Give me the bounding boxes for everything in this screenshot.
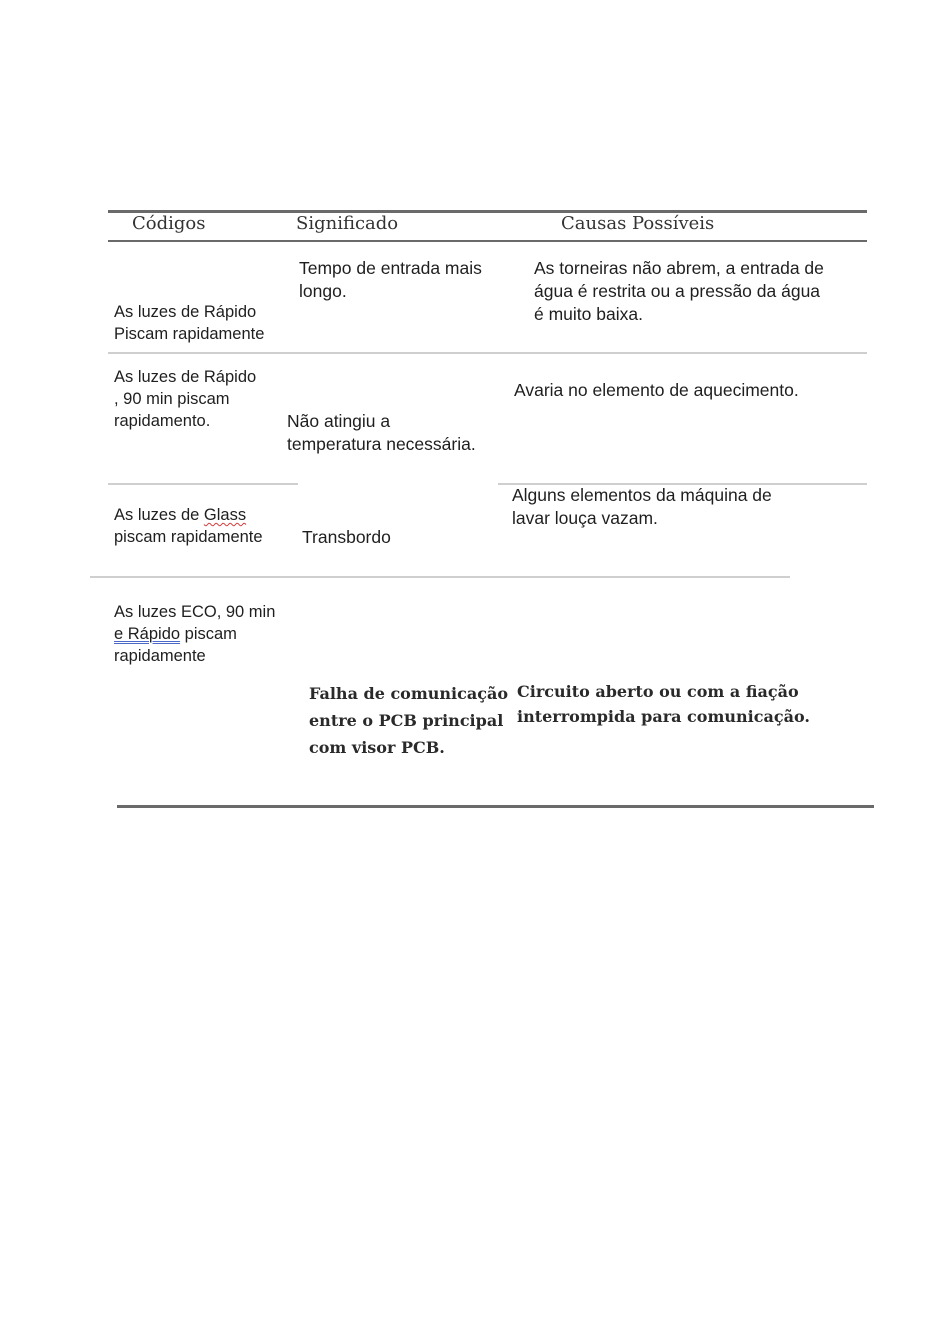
row1-causes-line: é muito baixa.	[534, 304, 643, 324]
row2-code	[114, 366, 256, 432]
row2-meaning-line: temperatura necessária.	[287, 434, 476, 454]
row3-causes-line: lavar louça vazam.	[512, 508, 658, 528]
row2-divider-left	[108, 483, 298, 485]
row1-meaning-line: longo.	[299, 281, 347, 301]
row1-causes	[534, 257, 824, 326]
row2-causes-line: Avaria no elemento de aquecimento.	[514, 380, 799, 400]
row3-code-prefix: As luzes de	[114, 506, 204, 524]
row2-code-line: rapidamento.	[114, 412, 211, 430]
header-bottom-rule	[108, 240, 867, 242]
row4-code-e-rapido: e Rápido	[114, 625, 181, 643]
row3-code-line2: piscam rapidamente	[114, 528, 263, 546]
row4-meaning-line: entre o PCB principal	[309, 711, 504, 730]
row1-meaning-line: Tempo de entrada mais	[299, 258, 482, 278]
header-codes: Códigos	[132, 213, 206, 234]
row2-meaning	[287, 410, 476, 456]
row3-meaning	[302, 526, 391, 549]
row3-code-line1	[114, 504, 263, 526]
header-meaning: Significado	[296, 213, 399, 234]
row4-meaning	[309, 680, 508, 761]
row4-causes-line: Circuito aberto ou com a fiação	[517, 682, 799, 701]
row1-causes-line: As torneiras não abrem, a entrada de	[534, 258, 824, 278]
row3-code-glass: Glass	[203, 506, 247, 524]
row4-meaning-line: Falha de comunicação	[309, 684, 509, 703]
row1-code-line: Piscam rapidamente	[114, 325, 265, 343]
row1-causes-line: água é restrita ou a pressão da água	[534, 281, 821, 301]
row3-causes-line: Alguns elementos da máquina de	[512, 485, 772, 505]
row3-divider	[90, 576, 790, 578]
row4-code-line2	[114, 623, 275, 645]
row3-causes	[512, 484, 772, 530]
row2-meaning-line: Não atingiu a	[287, 411, 391, 431]
row2-causes	[514, 379, 799, 402]
row4-meaning-line: com visor PCB.	[309, 738, 445, 757]
row1-meaning	[299, 257, 482, 303]
row4-code	[114, 601, 275, 667]
header-causes: Causas Possíveis	[561, 213, 715, 234]
row3-meaning-line: Transbordo	[302, 527, 391, 547]
row4-causes	[517, 679, 810, 729]
row4-code-line3: rapidamente	[114, 647, 206, 665]
row2-code-line: , 90 min piscam	[114, 390, 230, 408]
row1-divider	[108, 352, 867, 354]
row4-code-line1: As luzes ECO, 90 min	[114, 603, 276, 621]
row1-code-line: As luzes de Rápido	[114, 303, 257, 321]
row1-code	[114, 301, 264, 345]
row3-code	[114, 504, 263, 548]
table-bottom-rule	[117, 805, 874, 808]
row2-code-line: As luzes de Rápido	[114, 368, 257, 386]
table-top-rule	[108, 210, 867, 213]
row4-causes-line: interrompida para comunicação.	[517, 707, 810, 726]
row4-code-rest: piscam	[180, 625, 237, 643]
